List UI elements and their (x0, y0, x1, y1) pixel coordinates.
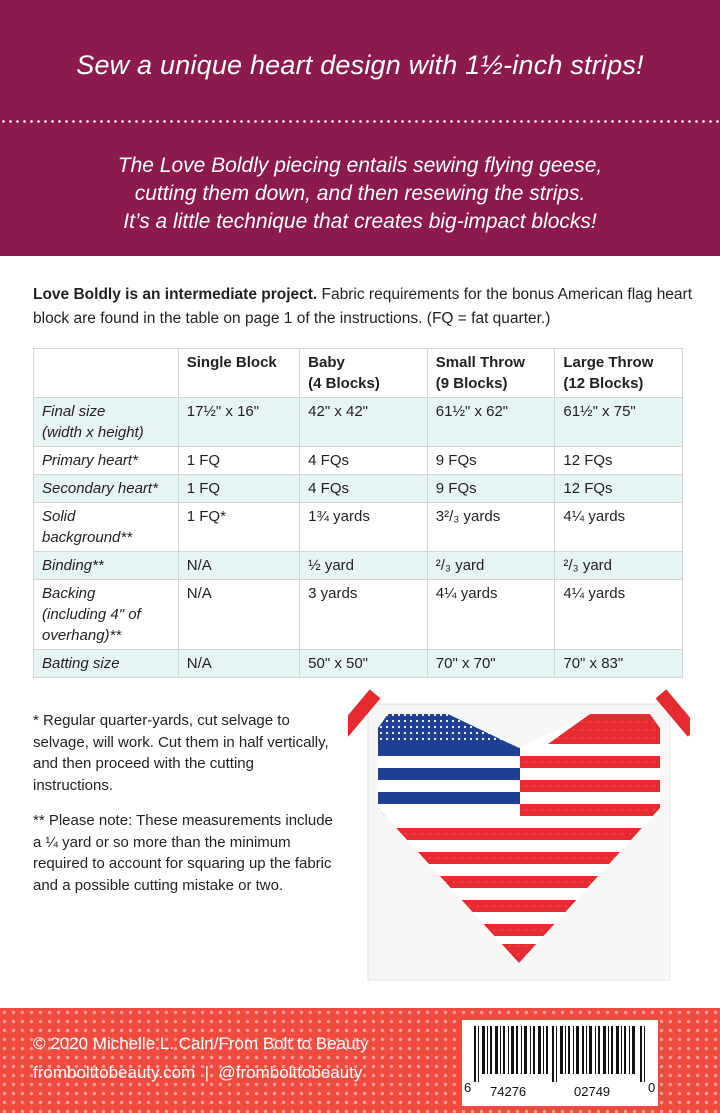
table-cell: 12 FQs (555, 475, 683, 503)
dotted-divider (0, 120, 720, 123)
table-cell: 4¼ yards (555, 503, 683, 552)
subtitle-line: It’s a little technique that creates big-impact blocks! (123, 210, 597, 233)
table-row (34, 552, 683, 580)
header-subtitle (40, 152, 680, 236)
table-cell: 9 FQs (427, 447, 555, 475)
table-cell: 4 FQs (300, 475, 428, 503)
intro-paragraph (33, 283, 693, 331)
table-header-cell: Large Throw (12 Blocks) (555, 349, 683, 398)
table-cell: N/A (178, 552, 299, 580)
row-label: Batting size (34, 650, 179, 678)
header-title: Sew a unique heart design with 1½-inch strips! (76, 50, 644, 80)
table-header-cell: Single Block (178, 349, 299, 398)
footer-links: frombolttobeauty.com | @frombolttobeauty (33, 1063, 363, 1082)
barcode (462, 1020, 658, 1106)
table-cell: 1¾ yards (300, 503, 428, 552)
table-row (34, 580, 683, 650)
intro-bold: Love Boldly is an intermediate project. (33, 286, 318, 303)
table-header-cell: Baby (4 Blocks) (300, 349, 428, 398)
table-cell: 3 yards (300, 580, 428, 650)
barcode-group-1: 74276 (490, 1084, 527, 1099)
footnote-single-asterisk: * Regular quarter-yards, cut selvage to selvage, will work. Cut them in half vertically, and then proceed with the cutting instructions. (33, 712, 329, 794)
table-cell: N/A (178, 580, 299, 650)
barcode-group-2: 02749 (574, 1084, 611, 1099)
intro-text: Fabric requirements for the bonus American flag heart block are found in the table on page 1 of the instructions. (FQ = fat quarter.) (33, 286, 693, 327)
table-cell: N/A (178, 650, 299, 678)
table-cell: 12 FQs (555, 447, 683, 475)
table-header-cell (34, 349, 179, 398)
row-label: Backing (including 4" of overhang)** (34, 580, 179, 650)
row-label: Secondary heart* (34, 475, 179, 503)
table-row (34, 503, 683, 552)
table-cell: 42" x 42" (300, 398, 428, 447)
table-row (34, 398, 683, 447)
row-label: Final size (width x height) (34, 398, 179, 447)
barcode-digit-right: 0 (648, 1080, 656, 1095)
table-cell: ²/₃ yard (555, 552, 683, 580)
table-cell: ²/₃ yard (427, 552, 555, 580)
flag-heart-quilt-image (348, 688, 690, 990)
table-cell: 4¼ yards (555, 580, 683, 650)
subtitle-line: The Love Boldly piecing entails sewing flying geese, (117, 154, 603, 177)
table-cell: 1 FQ* (178, 503, 299, 552)
table-cell: 70" x 70" (427, 650, 555, 678)
table-row (34, 475, 683, 503)
table-cell: ½ yard (300, 552, 428, 580)
table-cell: 4¼ yards (427, 580, 555, 650)
table-cell: 4 FQs (300, 447, 428, 475)
row-label: Primary heart* (34, 447, 179, 475)
table-row (34, 447, 683, 475)
table-cell: 9 FQs (427, 475, 555, 503)
fabric-requirements-table (33, 348, 683, 678)
table-cell: 3²/₃ yards (427, 503, 555, 552)
table-cell: 61½" x 75" (555, 398, 683, 447)
table-cell: 17½" x 16" (178, 398, 299, 447)
table-cell: 61½" x 62" (427, 398, 555, 447)
table-cell: 50" x 50" (300, 650, 428, 678)
table-header-row (34, 349, 683, 398)
row-label: Solid background** (34, 503, 179, 552)
barcode-digit-left: 6 (464, 1080, 472, 1095)
table-cell: 1 FQ (178, 475, 299, 503)
footnote-double-asterisk: ** Please note: These measurements include a ¼ yard or so more than the minimum required to account for squaring up the fabric and a possible cutting mistake or two. (33, 812, 333, 894)
row-label: Binding** (34, 552, 179, 580)
table-header-cell: Small Throw (9 Blocks) (427, 349, 555, 398)
table-cell: 70" x 83" (555, 650, 683, 678)
subtitle-line: cutting them down, and then resewing the strips. (134, 182, 586, 205)
table-cell: 1 FQ (178, 447, 299, 475)
barcode-bars (474, 1026, 648, 1082)
header-banner (0, 0, 720, 256)
footer-copyright: © 2020 Michelle L. Cain/From Bolt to Beauty (33, 1034, 369, 1053)
table-row (34, 650, 683, 678)
